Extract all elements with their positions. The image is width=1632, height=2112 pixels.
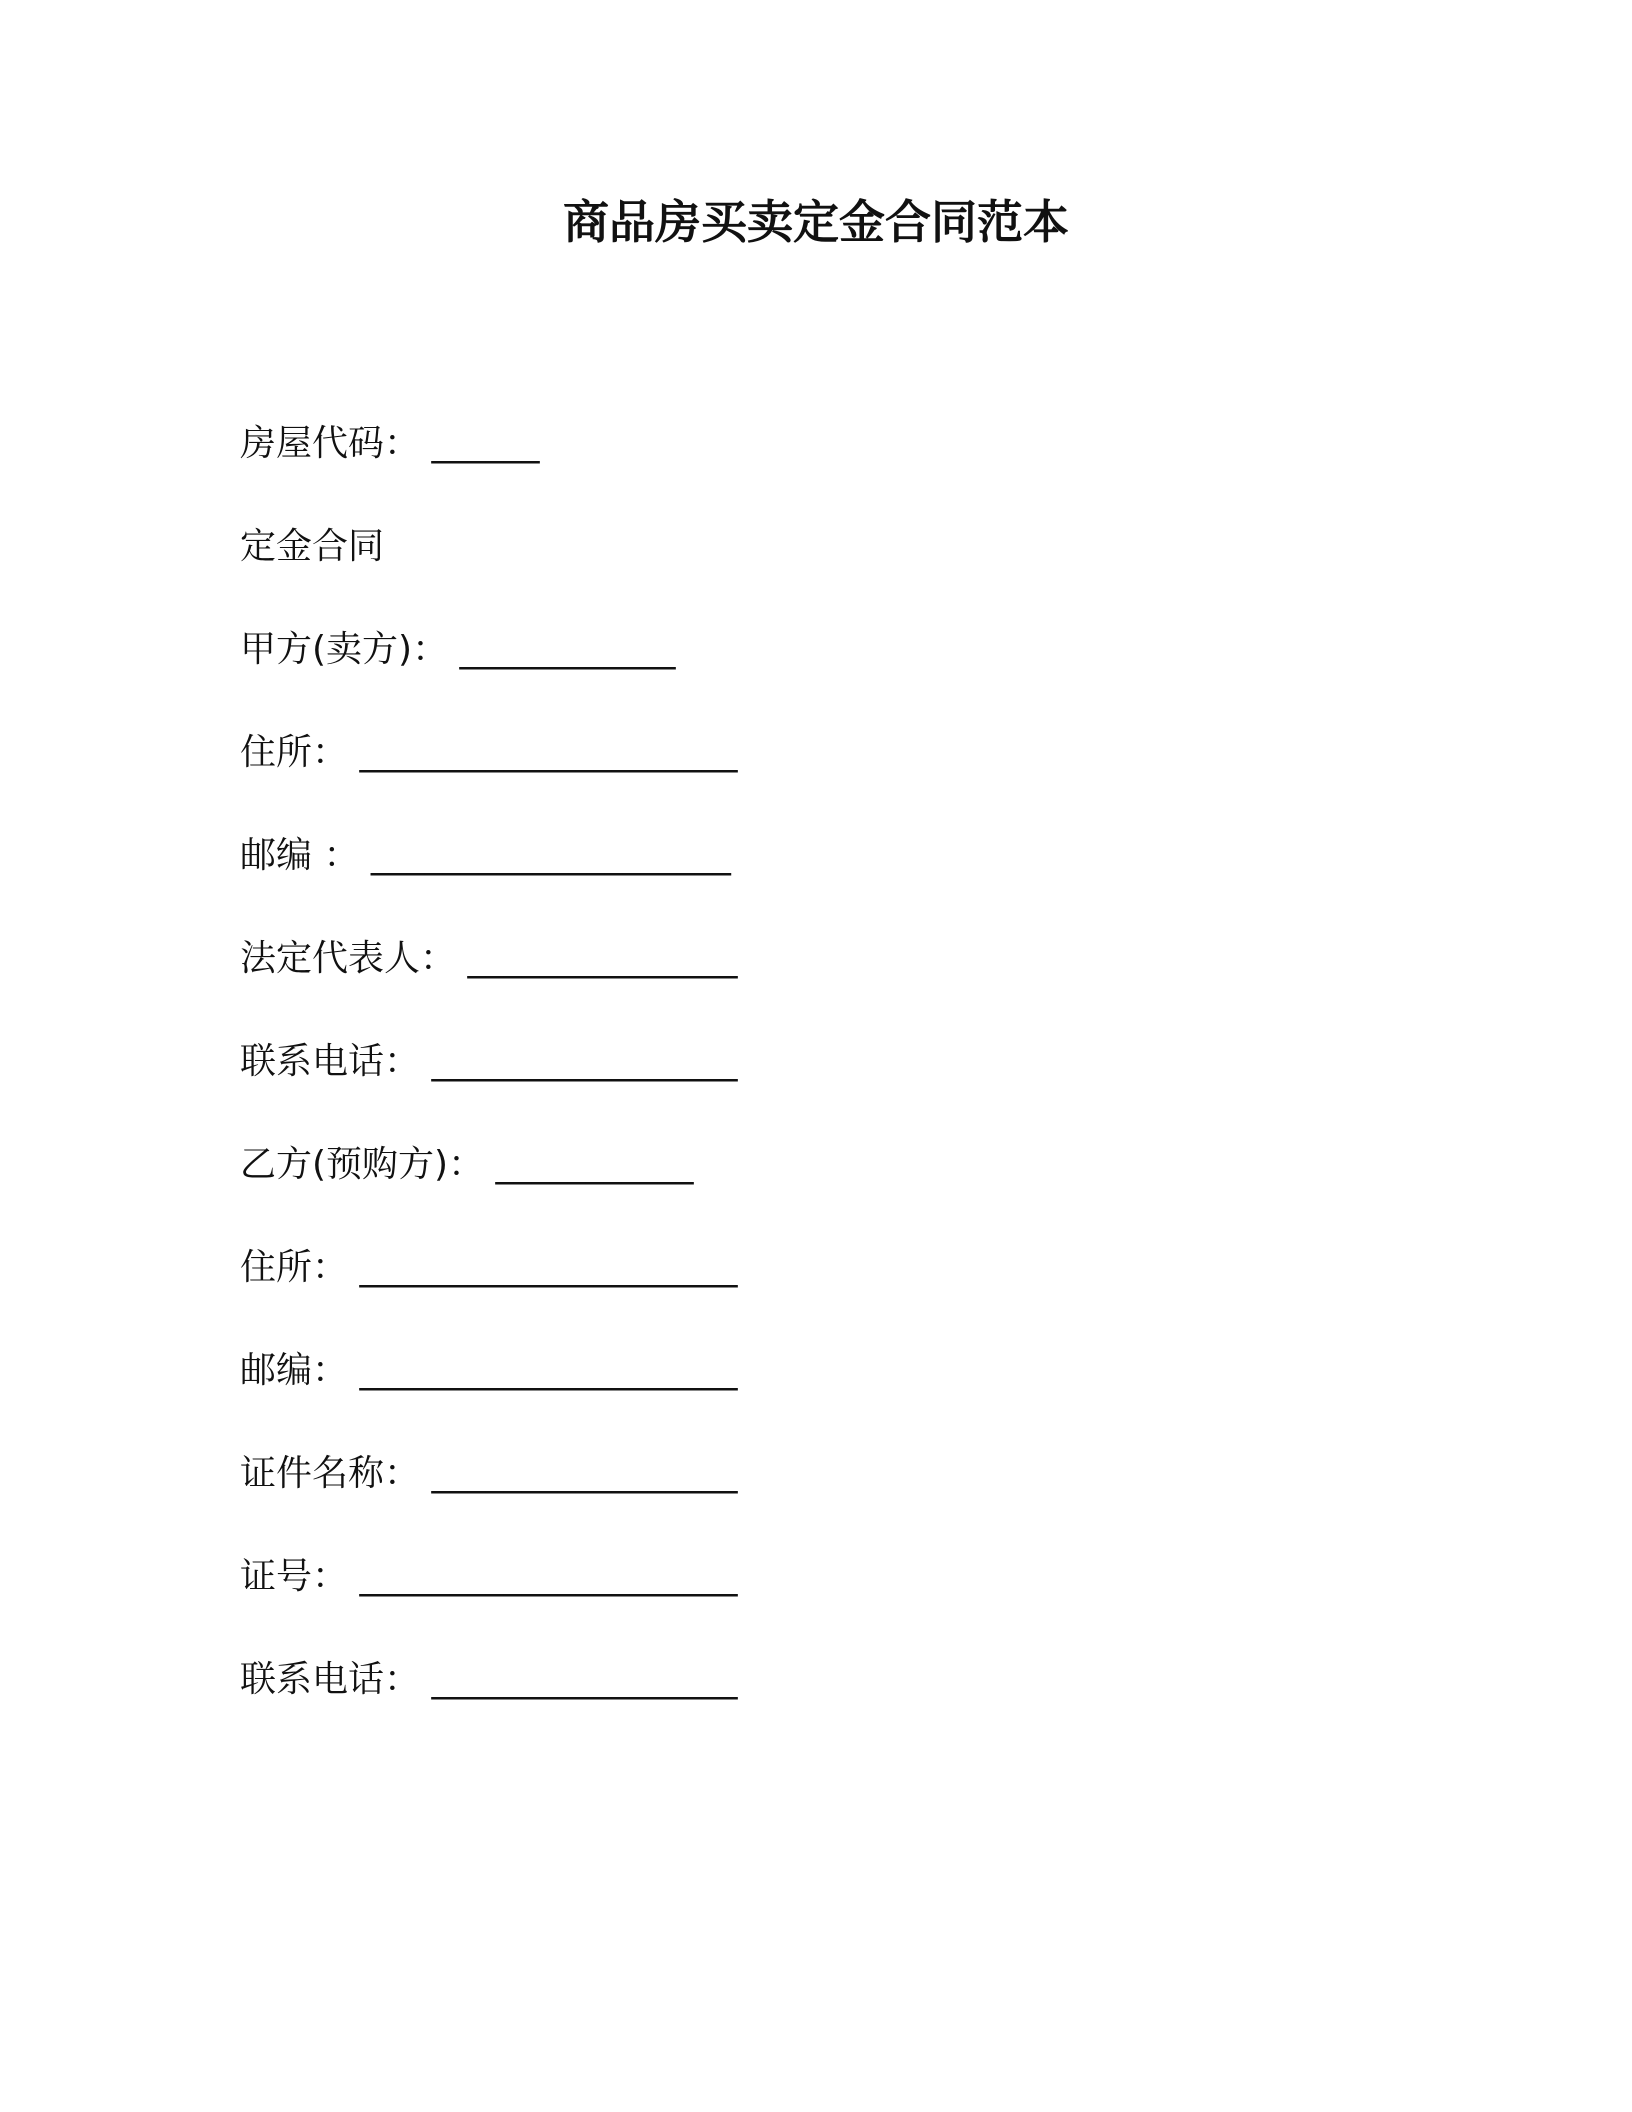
field-label: 甲方(卖方)：: [240, 629, 449, 670]
field-party-a-phone: [240, 1036, 1440, 1139]
field-party-b-phone: [240, 1654, 1440, 1757]
fill-in-blank: _____________________: [359, 1247, 738, 1288]
field-id-number: [240, 1551, 1440, 1654]
fill-in-blank: _____________________: [359, 1556, 738, 1597]
field-label: 定金合同: [240, 526, 385, 567]
field-label: 联系电话：: [240, 1041, 421, 1082]
document-title: 商品房买卖定金合同范本: [563, 195, 1069, 249]
fill-in-blank: _____________________: [359, 1350, 738, 1391]
field-label: 联系电话：: [240, 1659, 421, 1700]
fill-in-blank: ____________________: [370, 835, 731, 876]
fill-in-blank: _______________: [467, 938, 738, 979]
field-party-a: [240, 624, 1440, 727]
field-house-code: [240, 418, 1440, 521]
field-party-b: [240, 1139, 1440, 1242]
fill-in-blank: _________________: [431, 1453, 738, 1494]
field-label: 证件名称：: [240, 1453, 421, 1494]
fill-in-blank: _________________: [431, 1659, 738, 1700]
fill-in-blank: ___________: [495, 1144, 694, 1185]
field-label: 邮编：: [240, 1350, 349, 1391]
field-party-a-postcode: [240, 830, 1440, 933]
field-label: 乙方(预购方)：: [240, 1144, 485, 1185]
field-id-type: [240, 1448, 1440, 1551]
section-heading-deposit-contract: [240, 521, 1440, 624]
field-party-a-address: [240, 727, 1440, 830]
field-party-b-address: [240, 1242, 1440, 1345]
field-label: 邮编 ：: [240, 835, 360, 876]
fill-in-blank: ____________: [459, 629, 676, 670]
fill-in-blank: _____________________: [359, 732, 738, 773]
field-label: 住所：: [240, 732, 349, 773]
field-label: 证号：: [240, 1556, 349, 1597]
field-party-b-postcode: [240, 1345, 1440, 1448]
field-label: 住所：: [240, 1247, 349, 1288]
field-label: 房屋代码：: [240, 423, 421, 464]
field-legal-representative: [240, 933, 1440, 1036]
field-label: 法定代表人：: [240, 938, 457, 979]
fill-in-blank: _________________: [431, 1041, 738, 1082]
form-fields: [240, 418, 1440, 1757]
fill-in-blank: ______: [431, 423, 540, 464]
